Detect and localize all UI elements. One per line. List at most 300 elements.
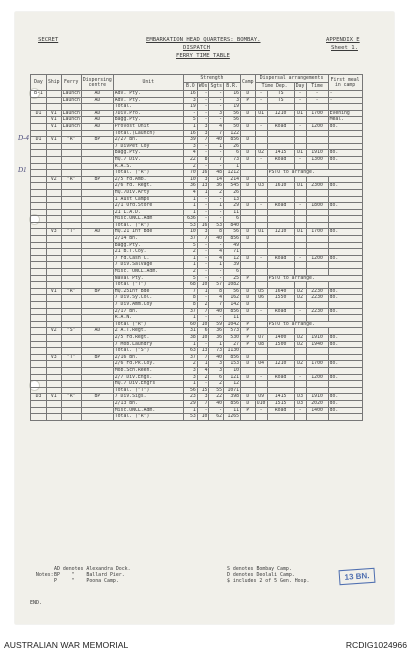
table-cell: 5	[183, 275, 197, 282]
table-cell	[81, 308, 113, 315]
table-cell: -	[209, 269, 224, 276]
table-cell	[328, 137, 362, 144]
table-cell: D	[241, 288, 256, 295]
table-cell: 2230	[306, 288, 328, 295]
table-cell: D	[241, 150, 256, 157]
table-body	[31, 91, 363, 421]
table-cell: 7	[197, 400, 209, 407]
table-cell	[61, 222, 81, 229]
table-cell	[61, 143, 81, 150]
table-cell	[81, 196, 113, 203]
table-cell: 56	[224, 229, 241, 236]
table-cell: "R"	[61, 288, 81, 295]
table-cell	[81, 381, 113, 388]
table-cell: 13	[197, 183, 209, 190]
table-cell	[47, 163, 62, 170]
table-cell	[81, 315, 113, 322]
table-cell	[294, 367, 306, 374]
table-cell	[328, 236, 362, 243]
table-cell: 1200	[306, 255, 328, 262]
table-cell: do.	[328, 295, 362, 302]
table-cell: 1	[209, 203, 224, 210]
table-cell	[31, 255, 47, 262]
table-cell	[61, 203, 81, 210]
table-cell	[306, 367, 328, 374]
table-cell: D	[241, 229, 256, 236]
table-cell: P	[241, 275, 256, 282]
table-cell: U10	[256, 400, 266, 406]
table-cell: 1910	[306, 150, 328, 157]
table-cell	[267, 143, 294, 150]
table-cell: -	[294, 255, 306, 262]
table-cell: 162	[224, 295, 241, 302]
table-row	[31, 249, 363, 256]
table-cell: 1	[209, 341, 224, 348]
table-cell	[31, 361, 47, 368]
table-cell: Road	[267, 255, 294, 262]
table-cell	[47, 302, 62, 309]
table-cell: -	[209, 91, 224, 98]
table-cell: -	[197, 269, 209, 276]
table-cell	[306, 249, 328, 256]
table-cell	[241, 414, 256, 421]
col-time-dep: Time Dep.	[255, 83, 294, 91]
handwritten-note: D-4	[18, 134, 29, 142]
table-cell: 142	[224, 302, 241, 309]
table-cell	[267, 176, 294, 183]
table-cell: -	[306, 91, 328, 98]
table-row	[31, 110, 363, 117]
table-cell	[294, 117, 306, 124]
table-cell: D	[241, 302, 256, 309]
table-cell	[81, 156, 113, 163]
table-cell: Misc. UNCL.Adm.	[113, 269, 183, 276]
table-row	[31, 394, 363, 401]
table-cell	[61, 367, 81, 374]
table-cell	[255, 163, 267, 170]
table-cell: 1640	[267, 288, 294, 295]
table-cell	[267, 381, 294, 388]
table-row	[31, 150, 363, 157]
table-cell: -	[255, 91, 267, 98]
table-cell	[241, 222, 256, 229]
table-cell: 1	[183, 407, 197, 414]
table-cell: 3	[183, 143, 197, 150]
table-cell: 1800	[306, 203, 328, 210]
table-cell	[294, 222, 306, 229]
table-cell	[61, 255, 81, 262]
table-cell	[31, 354, 47, 361]
table-cell: 1940	[306, 341, 328, 348]
table-cell	[294, 328, 306, 335]
table-cell: BP	[81, 288, 113, 295]
table-cell: Road	[267, 123, 294, 130]
table-cell: 153	[224, 361, 241, 368]
table-cell: U2	[255, 150, 267, 157]
table-cell: 1071	[224, 387, 241, 394]
table-cell: PSTO to arrange.	[267, 170, 362, 177]
col-strength: Strength	[183, 75, 240, 83]
table-cell: 2	[197, 302, 209, 309]
table-cell: 7 Div.Sigs.	[113, 394, 183, 401]
table-cell: D3	[294, 394, 306, 401]
table-row	[31, 348, 363, 355]
table-cell	[81, 242, 113, 249]
table-cell: -	[294, 407, 306, 414]
table-cell: D1	[294, 150, 306, 157]
table-cell: 840	[224, 222, 241, 229]
table-cell: -	[197, 407, 209, 414]
unit-stamp: 13 BN.	[339, 568, 376, 585]
table-row	[31, 381, 363, 388]
table-cell: Road	[267, 203, 294, 210]
table-cell: -	[197, 150, 209, 157]
table-cell	[241, 216, 256, 223]
table-cell	[61, 216, 81, 223]
table-cell	[61, 150, 81, 157]
table-cell: 37	[183, 308, 197, 315]
table-cell	[81, 321, 113, 328]
table-cell	[306, 348, 328, 355]
table-cell: D2	[294, 334, 306, 341]
table-cell: 16	[183, 91, 197, 98]
col-first-meal: First meal in camp	[328, 75, 362, 91]
table-cell: V1	[47, 137, 62, 144]
table-row	[31, 407, 363, 414]
table-cell	[47, 414, 62, 421]
table-cell: 856	[224, 354, 241, 361]
table-cell	[267, 117, 294, 124]
table-cell	[61, 361, 81, 368]
table-cell: "T"	[61, 354, 81, 361]
table-cell: 29	[183, 400, 197, 407]
table-cell: 1415	[267, 394, 294, 401]
table-cell: -	[209, 196, 224, 203]
table-cell: D	[241, 295, 256, 302]
table-cell: Bagg.Pty.	[113, 117, 183, 124]
table-cell	[255, 328, 267, 335]
table-cell: 7 DivPet Coy	[113, 143, 183, 150]
table-cell	[294, 143, 306, 150]
table-cell	[255, 137, 267, 144]
table-cell	[31, 348, 47, 355]
table-cell	[47, 361, 62, 368]
table-cell: 856	[224, 308, 241, 315]
table-cell	[328, 104, 362, 111]
table-cell: "S"	[61, 328, 81, 335]
table-cell: 7 Fd.Cash C.	[113, 255, 183, 262]
table-cell	[61, 275, 81, 282]
table-cell	[328, 196, 362, 203]
table-cell	[267, 249, 294, 256]
table-cell: 1210	[267, 110, 294, 117]
table-cell: 63	[183, 348, 197, 355]
table-cell: -	[209, 117, 224, 124]
table-cell	[328, 242, 362, 249]
table-cell: V1	[47, 110, 62, 117]
table-cell	[328, 381, 362, 388]
table-cell: D2	[294, 288, 306, 295]
table-cell	[47, 156, 62, 163]
table-cell: 1400	[306, 407, 328, 414]
table-cell: 545	[224, 183, 241, 190]
table-cell: -	[197, 143, 209, 150]
table-cell: 530	[224, 334, 241, 341]
table-cell: D2	[294, 341, 306, 348]
table-cell: Launch	[62, 123, 80, 129]
table-cell: R.A.S.	[113, 163, 183, 170]
table-cell	[47, 249, 62, 256]
table-cell: 13	[224, 196, 241, 203]
table-row	[31, 315, 363, 322]
table-cell: -	[197, 381, 209, 388]
table-cell: 59	[209, 321, 224, 328]
table-cell: 37	[183, 236, 197, 243]
table-cell	[328, 282, 362, 289]
table-cell	[255, 282, 267, 289]
table-cell: -	[197, 341, 209, 348]
table-row	[31, 196, 363, 203]
table-cell: -	[209, 275, 224, 282]
table-cell	[31, 216, 47, 223]
table-cell	[61, 302, 81, 309]
table-cell: V1	[47, 123, 62, 130]
table-cell: AD	[81, 117, 113, 124]
table-cell: 398	[224, 394, 241, 401]
table-cell	[31, 407, 47, 414]
table-cell: 2	[183, 163, 197, 170]
archive-footer-right: RCDIG1024966	[345, 640, 407, 650]
table-row	[31, 308, 363, 315]
table-cell: D	[241, 236, 256, 243]
table-cell	[47, 183, 62, 190]
table-row	[31, 242, 363, 249]
table-cell	[255, 236, 267, 243]
table-cell: -	[183, 110, 197, 117]
table-cell: 2/16 Bn.	[113, 354, 183, 361]
table-cell: do.	[328, 308, 362, 315]
table-cell	[47, 143, 62, 150]
table-cell: 10	[197, 282, 209, 289]
table-cell: D	[241, 110, 256, 117]
table-cell: 31	[183, 328, 197, 335]
table-cell	[328, 143, 362, 150]
table-cell: -	[255, 203, 267, 210]
table-cell: 2230	[306, 295, 328, 302]
table-cell: AD	[81, 91, 113, 98]
table-row	[31, 295, 363, 302]
table-cell	[31, 334, 47, 341]
table-cell: 10	[224, 367, 241, 374]
table-cell	[255, 354, 267, 361]
col-day: Day	[31, 75, 47, 91]
table-cell: 21 L.A.D.	[113, 209, 183, 216]
table-cell	[255, 170, 267, 177]
table-cell	[241, 170, 256, 177]
table-cell	[255, 189, 267, 196]
table-cell	[294, 249, 306, 256]
table-cell: D	[241, 374, 256, 381]
table-cell	[267, 163, 294, 170]
table-cell	[255, 315, 267, 322]
notes-line: D denotes Deolali Camp.	[227, 572, 295, 578]
table-cell: U1	[255, 110, 267, 117]
table-cell: 4	[183, 189, 197, 196]
table-cell: 4	[209, 249, 224, 256]
table-cell	[31, 236, 47, 243]
table-cell: do.	[328, 183, 362, 190]
table-cell: do.	[328, 255, 362, 262]
table-cell	[47, 130, 62, 137]
table-cell	[81, 334, 113, 341]
table-cell: 56	[183, 387, 197, 394]
table-cell: -	[294, 97, 306, 104]
table-cell: 7 Div.Sy.Col.	[113, 295, 183, 302]
table-cell: Road	[267, 407, 294, 414]
table-cell	[81, 367, 113, 374]
notes-line: S denotes Bombay Camp.	[227, 566, 292, 572]
table-cell	[61, 209, 81, 216]
table-cell: -	[255, 407, 267, 414]
table-cell	[31, 104, 47, 111]
table-cell: U9	[255, 394, 267, 401]
table-cell	[306, 262, 328, 269]
table-cell	[255, 302, 267, 309]
table-cell: 62	[209, 414, 224, 421]
table-cell	[241, 315, 256, 322]
table-cell	[328, 249, 362, 256]
table-cell: 49	[224, 242, 241, 249]
table-cell	[61, 282, 81, 289]
table-cell: 1910	[306, 334, 328, 341]
table-cell: do.	[328, 123, 362, 130]
table-cell	[267, 130, 294, 137]
table-cell: 3	[183, 97, 197, 104]
table-cell: 2300	[306, 183, 328, 190]
table-cell: U5	[255, 288, 267, 295]
table-cell: 2	[183, 269, 197, 276]
table-row	[31, 269, 363, 276]
table-cell: 2/17 Bn.	[113, 308, 183, 315]
table-cell	[328, 130, 362, 137]
table-cell: -	[255, 374, 267, 381]
table-cell	[31, 302, 47, 309]
table-cell: B-1	[31, 91, 47, 98]
table-cell: Total. ("R")	[113, 414, 183, 421]
table-cell	[241, 189, 256, 196]
col-br: B.R.	[224, 83, 241, 91]
table-cell: 1130	[224, 348, 241, 355]
table-cell: 1415	[267, 150, 294, 157]
table-cell	[31, 269, 47, 276]
table-cell: 3	[209, 361, 224, 368]
table-cell	[47, 262, 62, 269]
table-cell	[328, 176, 362, 183]
table-cell	[306, 189, 328, 196]
table-cell	[31, 275, 47, 282]
table-cell	[267, 262, 294, 269]
table-cell: -	[255, 97, 267, 104]
table-cell: do.	[328, 374, 362, 381]
table-cell: 3	[197, 123, 209, 130]
table-cell: 39	[183, 137, 197, 144]
table-cell: V2	[47, 176, 62, 183]
table-cell	[255, 367, 267, 374]
table-cell: -	[294, 91, 306, 98]
archive-footer-left: AUSTRALIAN WAR MEMORIAL	[4, 640, 129, 650]
table-cell: BP	[81, 354, 113, 361]
table-cell	[31, 183, 47, 190]
table-cell	[31, 288, 47, 295]
table-cell	[306, 387, 328, 394]
table-cell	[306, 242, 328, 249]
table-cell: do.	[328, 334, 362, 341]
table-cell	[31, 282, 47, 289]
table-cell: 2/13 Bn.	[113, 400, 183, 407]
table-cell: do.	[328, 156, 362, 163]
table-cell	[81, 400, 113, 407]
table-cell: 3	[197, 229, 209, 236]
table-cell	[267, 328, 294, 335]
table-cell: 2	[209, 189, 224, 196]
table-cell	[241, 262, 256, 269]
table-cell: 2	[197, 374, 209, 381]
table-row	[31, 321, 363, 328]
table-cell	[61, 295, 81, 302]
table-cell: "R"	[61, 137, 81, 144]
table-cell	[47, 308, 62, 315]
table-cell: 1 Aust Camps	[113, 196, 183, 203]
table-cell	[267, 189, 294, 196]
table-cell: U7	[255, 334, 267, 341]
table-cell	[306, 354, 328, 361]
table-cell: 16	[183, 130, 197, 137]
table-cell	[241, 117, 256, 124]
table-cell	[267, 315, 294, 322]
table-cell	[255, 414, 267, 421]
table-cell	[306, 381, 328, 388]
table-cell	[328, 328, 362, 335]
table-cell: P	[241, 407, 256, 414]
table-cell: 22	[183, 156, 197, 163]
table-cell: 2/27 Bn.	[113, 137, 183, 144]
table-row	[31, 288, 363, 295]
table-cell	[306, 176, 328, 183]
table-cell	[61, 242, 81, 249]
table-cell: 29	[224, 203, 241, 210]
table-cell: 11	[224, 209, 241, 216]
table-cell: 122	[224, 130, 241, 137]
table-cell: 2/5 Fd.Amb.	[113, 176, 183, 183]
table-cell	[241, 249, 256, 256]
table-cell: Total. ("R")	[113, 222, 183, 229]
table-cell: 1082	[224, 282, 241, 289]
table-cell: 3	[197, 176, 209, 183]
table-cell: 121	[224, 374, 241, 381]
table-cell	[47, 407, 62, 414]
table-cell	[294, 163, 306, 170]
table-cell: 214	[224, 176, 241, 183]
table-cell: HQ.7Div.Arty	[113, 189, 183, 196]
notes-label: Notes:	[35, 572, 54, 578]
table-cell	[306, 104, 328, 111]
table-row	[31, 387, 363, 394]
table-cell	[61, 170, 81, 177]
table-cell: 1	[197, 288, 209, 295]
table-row	[31, 262, 363, 269]
table-cell: -	[328, 91, 362, 98]
table-cell	[328, 269, 362, 276]
